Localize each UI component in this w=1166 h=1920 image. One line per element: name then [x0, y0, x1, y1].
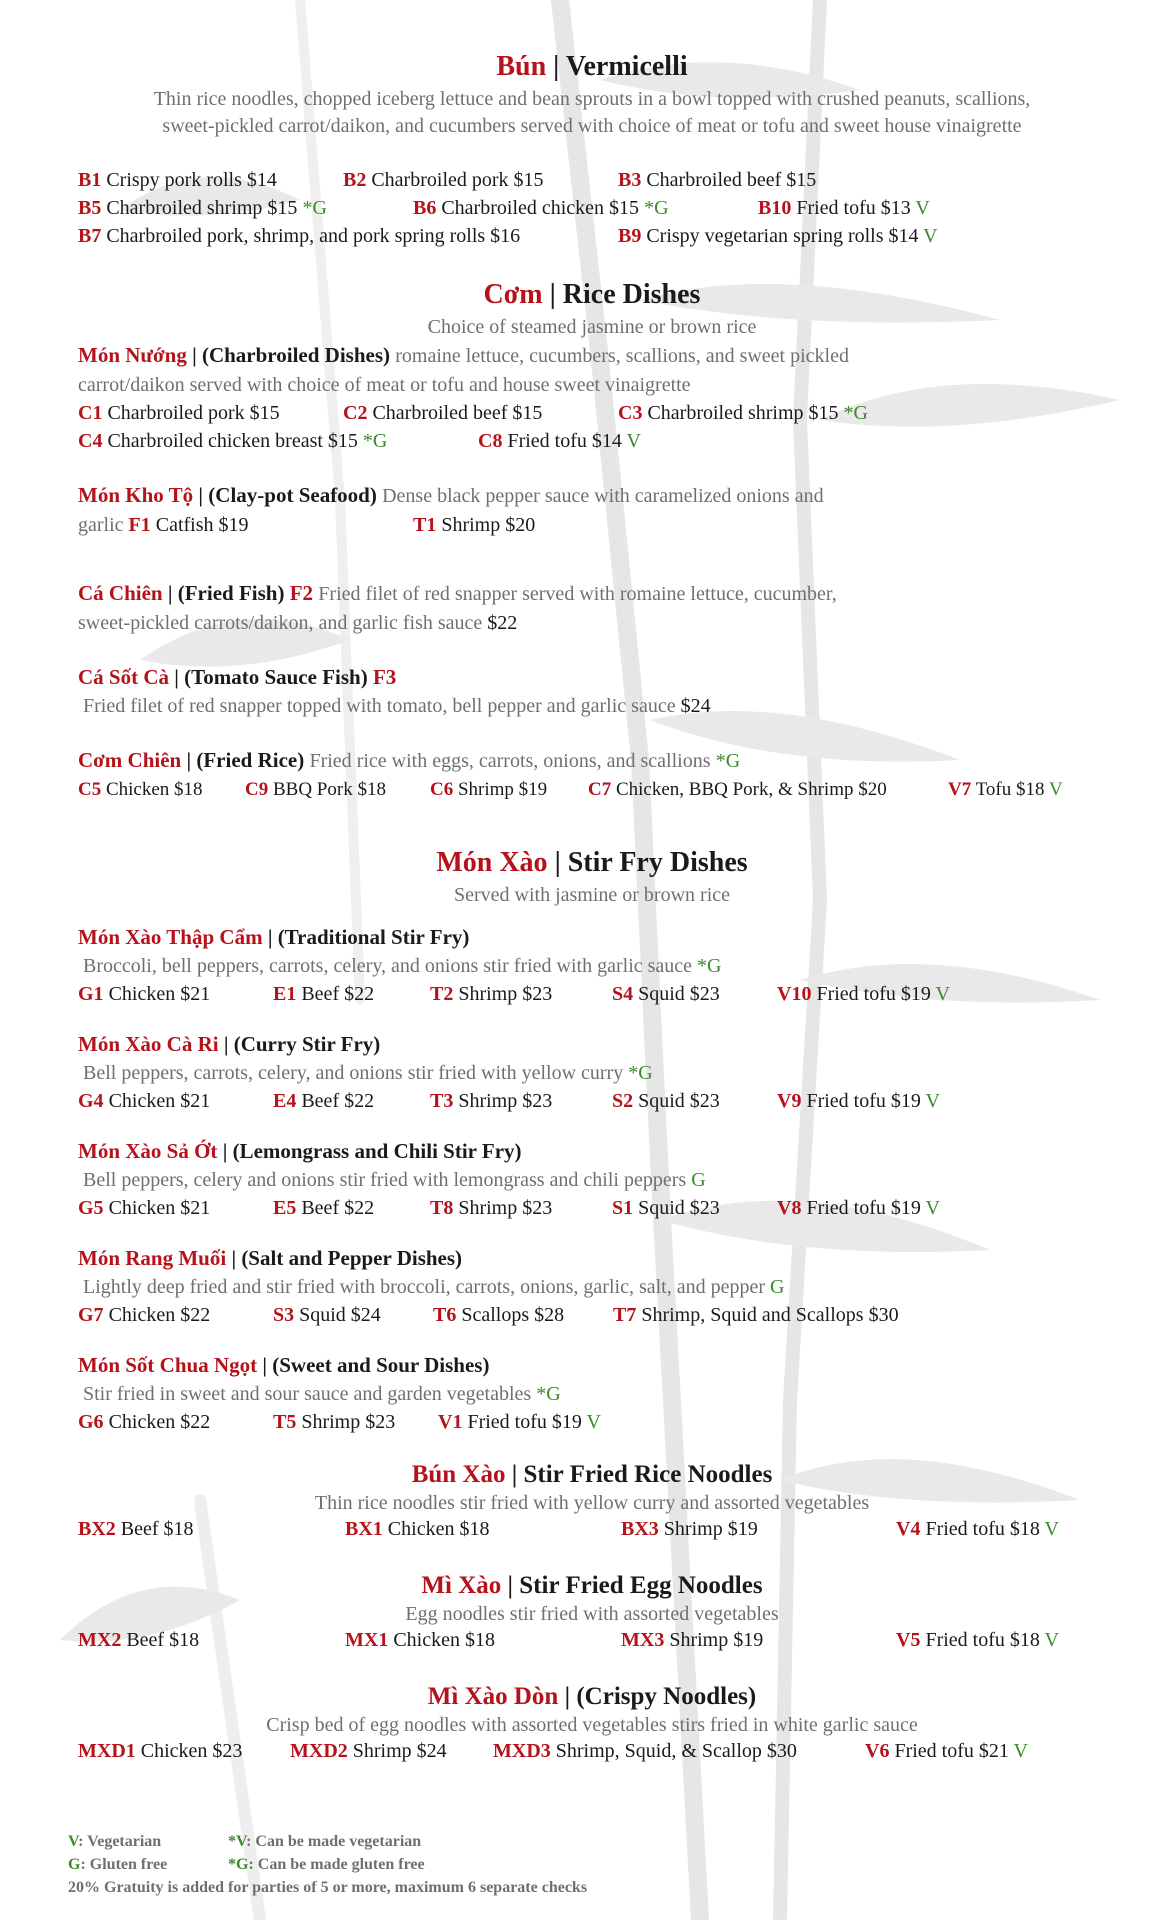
tag: V	[925, 1197, 940, 1219]
sub-heading-stirfry: Món Xào Sả Ớt | (Lemongrass and Chili Stir Fry)	[78, 1139, 522, 1163]
section-desc: Thin rice noodles, chopped iceberg lettuce and bean sprouts in a bowl topped with crushed peanuts, scallions,	[153, 88, 1031, 110]
section-title-en: Stir Fried Rice Noodles	[523, 1461, 773, 1488]
tag: V	[1044, 1518, 1059, 1540]
menu-item: S1 Squid $23	[612, 1197, 720, 1219]
sub-heading-stirfry: Món Xào Cà Ri | (Curry Stir Fry)	[78, 1032, 381, 1056]
gratuity-note: 20% Gratuity is added for parties of 5 or more, maximum 6 separate checks	[68, 1879, 588, 1896]
menu-item: B5 Charbroiled shrimp $15 *G	[78, 197, 327, 219]
menu-item: MXD1 Chicken $23	[78, 1740, 243, 1762]
menu-item: T6 Scallops $28	[433, 1304, 565, 1326]
menu-row	[78, 399, 1106, 427]
section-title-vn: Món Xào	[436, 847, 548, 878]
menu-item: V8 Fried tofu $19 V	[777, 1197, 940, 1219]
section-title-vn: Bún	[496, 51, 547, 82]
menu-item: T3 Shrimp $23	[430, 1090, 553, 1112]
tag: V	[1044, 1629, 1059, 1651]
section-desc: Choice of steamed jasmine or brown rice	[427, 316, 757, 338]
menu-item: S3 Squid $24	[273, 1304, 381, 1326]
menu-item: B7 Charbroiled pork, shrimp, and pork spring rolls $16	[78, 225, 521, 247]
menu-item: C3 Charbroiled shrimp $15 *G	[618, 402, 868, 424]
menu-item: V6 Fried tofu $21 V	[865, 1740, 1028, 1762]
section-desc: Served with jasmine or brown rice	[453, 884, 731, 906]
menu-item: C4 Charbroiled chicken breast $15 *G	[78, 430, 388, 452]
menu-item: BX3 Shrimp $19	[621, 1518, 758, 1540]
menu-item: V7 Tofu $18 V	[948, 779, 1063, 800]
stir-fry-groups	[78, 923, 1106, 1458]
menu-row	[78, 1737, 1106, 1765]
menu-item: B9 Crispy vegetarian spring rolls $14 V	[618, 225, 938, 247]
menu-row	[78, 1515, 1106, 1543]
sub-desc: Broccoli, bell peppers, carrots, celery, and onions stir fried with garlic sauce *G	[83, 955, 722, 977]
sub-desc: Stir fried in sweet and sour sauce and garden vegetables *G	[83, 1383, 561, 1405]
menu-item: MX1 Chicken $18	[345, 1629, 495, 1651]
menu-row	[78, 166, 1106, 194]
menu-item: G1 Chicken $21	[78, 983, 211, 1005]
sub-heading-cachien: Cá Chiên | (Fried Fish) F2 Fried filet of red snapper served with romaine lettuce, cucumber,	[78, 581, 837, 605]
section-title-vn: Bún Xào	[411, 1461, 506, 1488]
menu-item: MX3 Shrimp $19	[621, 1629, 764, 1651]
menu-item: C6 Shrimp $19	[430, 779, 548, 800]
menu-item: C5 Chicken $18	[78, 779, 203, 800]
menu-item: V5 Fried tofu $18 V	[896, 1629, 1059, 1651]
section-title-bun: Bún | Vermicelli	[496, 51, 688, 82]
tag: V	[925, 1090, 940, 1112]
section-title-en: Stir Fried Egg Noodles	[519, 1572, 763, 1599]
tag: *G	[644, 197, 669, 219]
sub-desc: Bell peppers, celery and onions stir fried with lemongrass and chili peppers G	[83, 1169, 706, 1191]
menu-item: S4 Squid $23	[612, 983, 720, 1005]
menu-item: G4 Chicken $21	[78, 1090, 211, 1112]
menu-row	[78, 194, 1106, 222]
sub-desc: carrot/daikon served with choice of meat or tofu and house sweet vinaigrette	[78, 374, 691, 396]
sub-heading-stirfry: Món Xào Thập Cẩm | (Traditional Stir Fry)	[78, 925, 470, 949]
menu-item: G6 Chicken $22	[78, 1411, 211, 1433]
menu-item: T2 Shrimp $23	[430, 983, 553, 1005]
section-title-monxao: Món Xào | Stir Fry Dishes	[436, 847, 748, 878]
section-desc: Thin rice noodles stir fried with yellow curry and assorted vegetables	[314, 1492, 870, 1514]
menu-row	[78, 1087, 1106, 1115]
section-title-en: Rice Dishes	[562, 279, 701, 310]
tag: *G	[302, 197, 327, 219]
menu-item: C9 BBQ Pork $18	[245, 779, 386, 800]
menu-item: T1 Shrimp $20	[413, 514, 536, 536]
tag: *G	[843, 402, 868, 424]
menu-item: G7 Chicken $22	[78, 1304, 211, 1326]
section-title-en: Vermicelli	[565, 51, 688, 82]
menu-item: B1 Crispy pork rolls $14	[78, 169, 277, 191]
menu-item: V4 Fried tofu $18 V	[896, 1518, 1059, 1540]
section-title-vn: Mì Xào	[421, 1572, 502, 1599]
sub-desc: sweet-pickled carrots/daikon, and garlic fish sauce $22	[78, 612, 518, 634]
section-title-vn: Cơm	[483, 279, 543, 310]
tag: V	[1048, 779, 1063, 800]
menu-item: E5 Beef $22	[273, 1197, 375, 1219]
sub-desc: Bell peppers, carrots, celery, and onions stir fried with yellow curry *G	[83, 1062, 653, 1084]
menu-item: E1 Beef $22	[273, 983, 375, 1005]
sub-heading-casotca: Cá Sốt Cà | (Tomato Sauce Fish) F3	[78, 665, 397, 689]
menu-row	[78, 1626, 1106, 1654]
menu-item: G5 Chicken $21	[78, 1197, 211, 1219]
menu-item: T7 Shrimp, Squid and Scallops $30	[613, 1304, 899, 1326]
menu-item: V10 Fried tofu $19 V	[777, 983, 950, 1005]
section-title-en: Stir Fry Dishes	[567, 847, 748, 878]
section-desc: sweet-pickled carrot/daikon, and cucumbers served with choice of meat or tofu and sweet house vinaigrette	[162, 115, 1022, 137]
sub-heading-comchien: Cơm Chiên | (Fried Rice) Fried rice with eggs, carrots, onions, and scallions *G	[78, 748, 741, 772]
section-title-vn: Mì Xào Dòn	[427, 1683, 559, 1710]
menu-row	[78, 1194, 1106, 1222]
menu-item: B10 Fried tofu $13 V	[758, 197, 930, 219]
tag: V	[915, 197, 930, 219]
menu-item: V1 Fried tofu $19 V	[438, 1411, 601, 1433]
sub-heading-stirfry: Món Rang Muối | (Salt and Pepper Dishes)	[78, 1246, 463, 1270]
tag: V	[586, 1411, 601, 1433]
tag: V	[923, 225, 938, 247]
section-title-mixao: Mì Xào | Stir Fried Egg Noodles	[421, 1572, 763, 1599]
menu-item: V9 Fried tofu $19 V	[777, 1090, 940, 1112]
section-desc: Egg noodles stir fried with assorted vegetables	[405, 1603, 779, 1625]
tag: *G	[362, 430, 388, 452]
menu-item: BX1 Chicken $18	[345, 1518, 490, 1540]
menu-row	[78, 1301, 1106, 1329]
menu-item: C7 Chicken, BBQ Pork, & Shrimp $20	[588, 779, 887, 800]
menu-row	[78, 1408, 1106, 1436]
menu-item: C8 Fried tofu $14 V	[478, 430, 641, 452]
legend-row: G: Gluten free *G: Can be made gluten free	[68, 1856, 425, 1873]
legend	[68, 1830, 587, 1899]
menu-item: C1 Charbroiled pork $15	[78, 402, 280, 424]
section-title-mixaodon: Mì Xào Dòn | (Crispy Noodles)	[427, 1683, 757, 1710]
menu-item: MXD2 Shrimp $24	[290, 1740, 447, 1762]
menu-item: MXD3 Shrimp, Squid, & Scallop $30	[493, 1740, 797, 1762]
legend-row: V: Vegetarian *V: Can be made vegetarian	[68, 1833, 422, 1850]
menu-item: C2 Charbroiled beef $15	[343, 402, 543, 424]
menu-row	[78, 511, 1106, 539]
menu-item: S2 Squid $23	[612, 1090, 720, 1112]
tag: V	[1013, 1740, 1028, 1762]
section-desc: Crisp bed of egg noodles with assorted vegetables stirs fried in white garlic sauce	[266, 1714, 918, 1736]
sub-heading-nuong: Món Nướng | (Charbroiled Dishes) romaine lettuce, cucumbers, scallions, and sweet pickled	[78, 343, 849, 367]
menu-row	[78, 222, 1106, 250]
menu-item: B2 Charbroiled pork $15	[343, 169, 544, 191]
menu-item: E4 Beef $22	[273, 1090, 375, 1112]
menu-item: T5 Shrimp $23	[273, 1411, 396, 1433]
menu-item: garlic F1 Catfish $19	[78, 514, 249, 536]
menu-item: B3 Charbroiled beef $15	[618, 169, 817, 191]
menu-row	[78, 776, 1106, 804]
menu-item: BX2 Beef $18	[78, 1518, 194, 1540]
tag: V	[935, 983, 950, 1005]
menu-item: MX2 Beef $18	[78, 1629, 200, 1651]
menu-item: T8 Shrimp $23	[430, 1197, 553, 1219]
menu-item: B6 Charbroiled chicken $15 *G	[413, 197, 669, 219]
section-title-com: Cơm | Rice Dishes	[483, 279, 701, 310]
section-title-bunxao: Bún Xào | Stir Fried Rice Noodles	[411, 1461, 773, 1488]
tag: V	[626, 430, 641, 452]
menu-row	[78, 427, 1106, 455]
menu-row	[78, 980, 1106, 1008]
section-title-en: (Crispy Noodles)	[576, 1683, 757, 1710]
sub-desc: Lightly deep fried and stir fried with broccoli, carrots, onions, garlic, salt, and pepper G	[83, 1276, 785, 1298]
sub-heading-khoto: Món Kho Tộ | (Clay-pot Seafood) Dense black pepper sauce with caramelized onions and	[78, 483, 824, 507]
sub-heading-stirfry: Món Sốt Chua Ngọt | (Sweet and Sour Dishes)	[78, 1353, 490, 1377]
sub-desc: Fried filet of red snapper topped with tomato, bell pepper and garlic sauce $24	[83, 695, 711, 717]
